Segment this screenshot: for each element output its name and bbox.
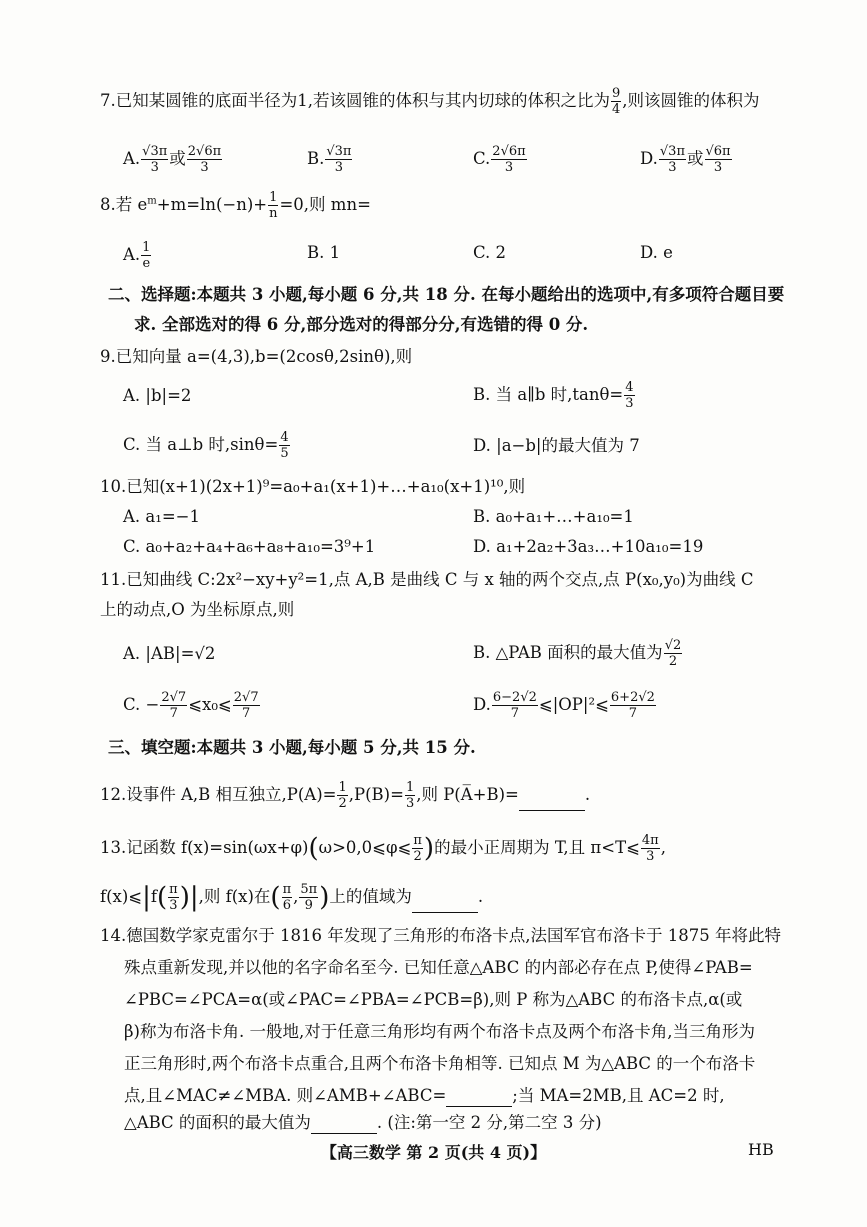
q11-line2: 上的动点,O 为坐标原点,则 (100, 600, 295, 619)
q12-answer-blank (519, 794, 585, 811)
section2-line2: 求. 全部选对的得 6 分,部分选对的得部分分,有选错的得 0 分. (134, 315, 589, 334)
q10-option-b: B. a₀+a₁+…+a₁₀=1 (473, 507, 634, 526)
q10-stem: 10.已知(x+1)(2x+1)⁹=a₀+a₁(x+1)+…+a₁₀(x+1)¹⁰,则 (100, 477, 526, 496)
q7-stem: 7.已知某圆锥的底面半径为1,若该圆锥的体积与其内切球的体积之比为 $\frac{9}{4}$ ,则该圆锥的体积为 (100, 86, 760, 117)
q11-option-b: B. △PAB 面积的最大值为 $\frac{√2}{2}$ (473, 638, 682, 669)
q8-option-c: C. 2 (473, 243, 507, 262)
q14-line6: 点,且∠MAC≠∠MBA. 则∠AMB+∠ABC= ;当 MA=2MB,且 AC=2 时, (124, 1086, 725, 1105)
q10-option-c: C. a₀+a₂+a₄+a₆+a₈+a₁₀=3⁹+1 (123, 537, 376, 556)
q9-option-c: C. 当 a⊥b 时,sinθ= $\frac{4}{5}$ (123, 430, 289, 461)
q7-option-d: D. $\frac{√3\pi}{3}$ 或 $\frac{√6\pi}{3}$ (640, 144, 731, 175)
q9-option-a: A. |b|=2 (123, 386, 192, 405)
q7-option-a: A. $\frac{√3\pi}{3}$ 或 $\frac{2√6\pi}{3}$ (123, 144, 222, 175)
q10-option-d: D. a₁+2a₂+3a₃…+10a₁₀=19 (473, 537, 704, 556)
q11-option-a: A. |AB|=√2 (123, 644, 216, 663)
q14-answer-blank-2 (311, 1117, 377, 1134)
q9-option-b: B. 当 a∥b 时,tanθ= $\frac{4}{3}$ (473, 380, 634, 411)
q8-stem: 8.若 $e^m+m=\ln(-n)+$ $\frac{1}{n}$ =0,则 mn= (100, 190, 371, 221)
q9-stem: 9.已知向量 a=(4,3),b=(2cosθ,2sinθ),则 (100, 347, 413, 366)
q9-option-d: D. |a−b|的最大值为 7 (473, 436, 640, 455)
paper-code: HB (748, 1140, 774, 1159)
section2-line1: 二、选择题:本题共 3 小题,每小题 6 分,共 18 分. 在每小题给出的选项中,有多项符合题目要 (108, 285, 785, 304)
page-footer: 【高三数学 第 2 页(共 4 页)】 (320, 1143, 547, 1162)
q13-line2: f(x)⩽|f( $\frac{\pi}{3}$ )|,则 f(x)在( $\frac{\pi}{6}$ , $\frac{5\pi}{9}$ )上的值域为 . (100, 882, 484, 913)
q14-answer-blank-1 (446, 1090, 512, 1107)
q14-line5: 正三角形时,两个布洛卡点重合,且两个布洛卡角相等. 已知点 M 为△ABC 的一个布洛卡 (124, 1054, 756, 1073)
q13-answer-blank (412, 896, 478, 913)
q8-option-d: D. e (640, 243, 673, 262)
q14-line2: 殊点重新发现,并以他的名字命名至今. 已知任意△ABC 的内部必存在点 P,使得∠PAB= (124, 958, 753, 977)
q11-option-c: C. − $\frac{2√7}{7}$ ⩽x₀⩽ $\frac{2√7}{7}$ (123, 690, 259, 721)
q7-option-c: C. $\frac{2√6\pi}{3}$ (473, 144, 526, 175)
q11-line1: 11.已知曲线 C:2x²−xy+y²=1,点 A,B 是曲线 C 与 x 轴的两个交点,点 P(x₀,y₀)为曲线 C (100, 570, 754, 589)
q7-option-b: B. $\frac{√3\pi}{3}$ (307, 144, 352, 175)
q12-stem: 12.设事件 A,B 相互独立,P(A)= $\frac{1}{2}$ ,P(B)= $\frac{1}{3}$ ,则 P(A̅+B)= . (100, 780, 591, 811)
q14-line4: β)称为布洛卡角. 一般地,对于任意三角形均有两个布洛卡点及两个布洛卡角,当三角形为 (124, 1022, 755, 1041)
q10-option-a: A. a₁=−1 (123, 507, 201, 526)
section3-title: 三、填空题:本题共 3 小题,每小题 5 分,共 15 分. (108, 738, 476, 757)
q14-line3: ∠PBC=∠PCA=α(或∠PAC=∠PBA=∠PCB=β),则 P 称为△ABC 的布洛卡点,α(或 (124, 990, 743, 1009)
q13-line1: 13.记函数 f(x)=sin(ωx+φ)(ω>0,0⩽φ⩽ $\frac{\pi}{2}$ )的最小正周期为 T,且 π<T⩽ $\frac{4\pi}{3}$ , (100, 833, 666, 864)
q14-line7: △ABC 的面积的最大值为 . (注:第一空 2 分,第二空 3 分) (124, 1113, 602, 1132)
q14-line1: 14.德国数学家克雷尔于 1816 年发现了三角形的布洛卡点,法国军官布洛卡于 1875 年将此特 (100, 926, 781, 945)
q8-option-b: B. 1 (307, 243, 341, 262)
q8-option-a: A. $\frac{1}{e}$ (123, 240, 151, 271)
q11-option-d: D. $\frac{6-2√2}{7}$ ⩽|OP|²⩽ $\frac{6+2√2}{7}$ (473, 690, 655, 721)
